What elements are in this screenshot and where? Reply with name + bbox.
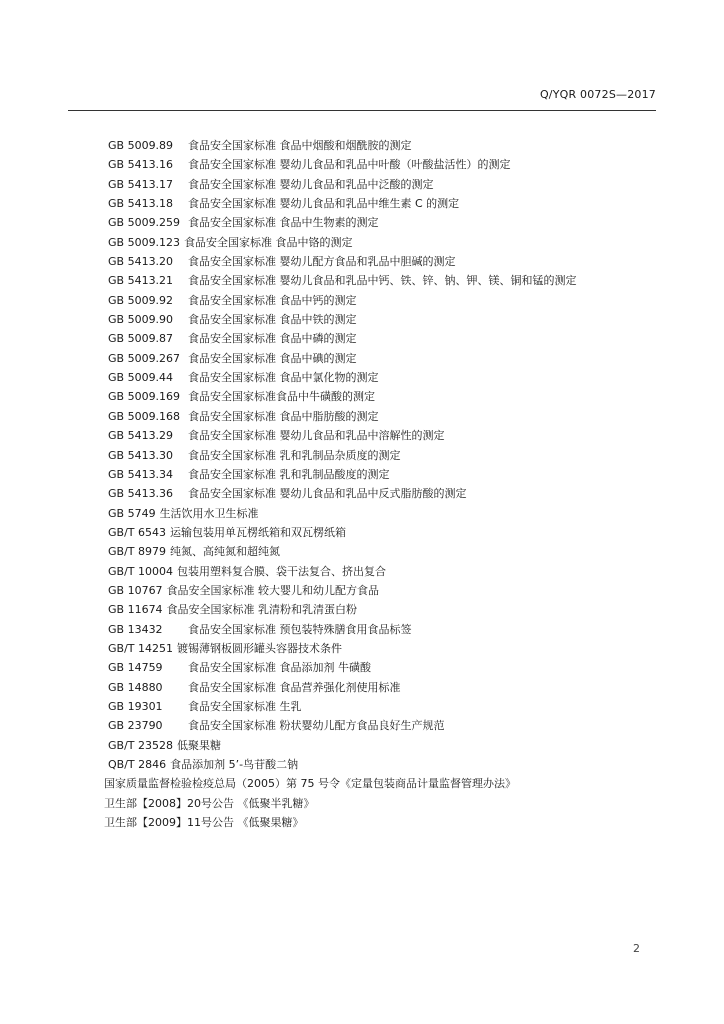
page-number: 2 (633, 942, 640, 955)
standard-title: 食品安全国家标准 食品添加剂 牛磺酸 (188, 661, 371, 675)
standard-code: GB 5413.21 (108, 274, 174, 288)
reference-item (108, 523, 577, 542)
standard-code: GB 5749 (108, 506, 156, 520)
standard-code: GB/T 23528 (108, 738, 173, 752)
standard-code: GB 5009.169 (108, 390, 181, 404)
standard-title: 食品安全国家标准 食品中碘的测定 (188, 351, 357, 365)
reference-item (108, 639, 577, 658)
standard-title: 食品安全国家标准 食品中铁的测定 (188, 313, 357, 327)
standard-code: GB 19301 (108, 699, 163, 713)
standard-title: 食品安全国家标准 食品中钙的测定 (188, 293, 357, 307)
standard-title: 食品安全国家标准 食品中氯化物的测定 (188, 371, 379, 385)
standard-code: GB 5413.20 (108, 255, 174, 269)
standard-title: 食品安全国家标准 食品中脂肪酸的测定 (188, 409, 379, 423)
standard-code: GB/T 14251 (108, 641, 173, 655)
standard-title: 食品安全国家标准 婴幼儿食品和乳品中泛酸的测定 (188, 177, 434, 191)
standard-code: GB 5413.36 (108, 487, 174, 501)
standard-code: GB/T 6543 (108, 525, 166, 539)
regulation-item: 国家质量监督检验检疫总局（2005）第 75 号令《定量包装商品计量监督管理办法》 (104, 777, 516, 791)
standard-title: 纯氮、高纯氮和超纯氮 (170, 545, 280, 559)
standard-code: GB 5413.34 (108, 467, 174, 481)
reference-item (108, 465, 577, 484)
standard-title: 食品安全国家标准 食品中烟酸和烟酰胺的测定 (188, 139, 412, 152)
standard-title: 食品安全国家标准 乳和乳制品杂质度的测定 (188, 448, 401, 462)
reference-item (108, 426, 577, 445)
reference-item (108, 213, 577, 232)
standard-title: 食品添加剂 5’-鸟苷酸二钠 (170, 758, 299, 771)
standard-title: 食品安全国家标准食品中牛磺酸的测定 (188, 390, 376, 404)
standard-title: 食品安全国家标准 乳清粉和乳清蛋白粉 (166, 603, 358, 617)
standard-code: GB 10767 (108, 583, 163, 597)
reference-item (108, 542, 577, 561)
reference-item (108, 252, 577, 271)
standard-title: 食品安全国家标准 婴幼儿食品和乳品中反式脂肪酸的测定 (188, 487, 467, 501)
standard-title: 镀锡薄钢板圆形罐头容器技术条件 (177, 641, 342, 655)
standard-code: GB 13432 (108, 622, 163, 636)
regulation-item: 卫生部【2008】20号公告 《低聚半乳糖》 (104, 796, 315, 810)
reference-item (108, 310, 577, 329)
standard-title: 食品安全国家标准 婴幼儿配方食品和乳品中胆碱的测定 (188, 255, 456, 269)
standard-title: 生活饮用水卫生标准 (159, 506, 259, 520)
standard-code: GB 5413.17 (108, 177, 174, 191)
reference-item (108, 620, 577, 639)
standard-code: GB 5009.87 (108, 332, 174, 346)
standard-title: 食品安全国家标准 婴幼儿食品和乳品中溶解性的测定 (188, 429, 445, 443)
reference-item (108, 368, 577, 387)
reference-item (108, 581, 577, 600)
reference-item (108, 716, 577, 735)
standard-title: 食品安全国家标准 食品营养强化剂使用标准 (188, 680, 401, 694)
reference-item (108, 349, 577, 368)
reference-item (108, 233, 577, 252)
standard-title: 食品安全国家标准 粉状婴幼儿配方食品良好生产规范 (188, 719, 445, 733)
standard-code: GB 5413.30 (108, 448, 174, 462)
reference-item (108, 484, 577, 503)
standard-title: 包装用塑料复合膜、袋干法复合、挤出复合 (177, 564, 386, 578)
standard-code: GB 5009.92 (108, 293, 174, 307)
standard-code: GB 5009.89 (108, 139, 174, 152)
standard-title: 食品安全国家标准 婴幼儿食品和乳品中钙、铁、锌、钠、钾、镁、铜和锰的测定 (188, 274, 577, 288)
standard-code: GB 5009.259 (108, 216, 181, 230)
standard-title: 食品安全国家标准 乳和乳制品酸度的测定 (188, 467, 390, 481)
standard-code: GB 5009.267 (108, 351, 181, 365)
standard-code: GB 14759 (108, 661, 163, 675)
reference-item (108, 755, 577, 774)
standard-code: GB 14880 (108, 680, 163, 694)
reference-item (108, 329, 577, 348)
standard-title: 食品安全国家标准 食品中磷的测定 (188, 332, 357, 346)
standard-code: GB/T 8979 (108, 545, 166, 559)
reference-item (108, 155, 577, 174)
standard-code: GB 5413.16 (108, 158, 174, 172)
standard-code: GB 5009.123 (108, 235, 181, 249)
reference-list (104, 136, 577, 832)
reference-item (108, 562, 577, 581)
standard-code: GB 5009.90 (108, 313, 174, 327)
standard-title: 运输包装用单瓦楞纸箱和双瓦楞纸箱 (170, 525, 346, 539)
standard-title: 食品安全国家标准 预包装特殊膳食用食品标签 (188, 622, 412, 636)
standard-title: 食品安全国家标准 较大婴儿和幼儿配方食品 (166, 583, 380, 597)
reference-item (108, 658, 577, 677)
reference-item (108, 407, 577, 426)
standard-code: GB 5413.29 (108, 429, 174, 443)
standard-code: GB 23790 (108, 719, 163, 733)
regulation-item: 卫生部【2009】11号公告 《低聚果糖》 (104, 816, 304, 830)
reference-item (108, 194, 577, 213)
reference-item (108, 175, 577, 194)
document-code: Q/YQR 0072S—2017 (539, 88, 656, 101)
standard-code: GB 11674 (108, 603, 163, 617)
reference-item (108, 600, 577, 619)
reference-item (108, 271, 577, 290)
standard-code: QB/T 2846 (108, 758, 167, 771)
reference-item (108, 736, 577, 755)
standard-title: 低聚果糖 (177, 738, 221, 752)
standard-code: GB/T 10004 (108, 564, 173, 578)
standard-title: 食品安全国家标准 婴幼儿食品和乳品中叶酸（叶酸盐活性）的测定 (188, 158, 511, 172)
standard-title: 食品安全国家标准 食品中铬的测定 (184, 235, 353, 249)
reference-item (108, 136, 577, 155)
reference-item (108, 291, 577, 310)
header-rule (68, 110, 656, 111)
standard-title: 食品安全国家标准 婴幼儿食品和乳品中维生素 C 的测定 (188, 197, 460, 211)
standard-code: GB 5413.18 (108, 197, 174, 211)
reference-item (108, 504, 577, 523)
reference-item (108, 697, 577, 716)
standard-code: GB 5009.168 (108, 409, 181, 423)
reference-item (108, 446, 577, 465)
standard-code: GB 5009.44 (108, 371, 174, 385)
reference-item (108, 387, 577, 406)
standard-title: 食品安全国家标准 生乳 (188, 699, 302, 713)
reference-item (108, 678, 577, 697)
standard-title: 食品安全国家标准 食品中生物素的测定 (188, 216, 379, 230)
